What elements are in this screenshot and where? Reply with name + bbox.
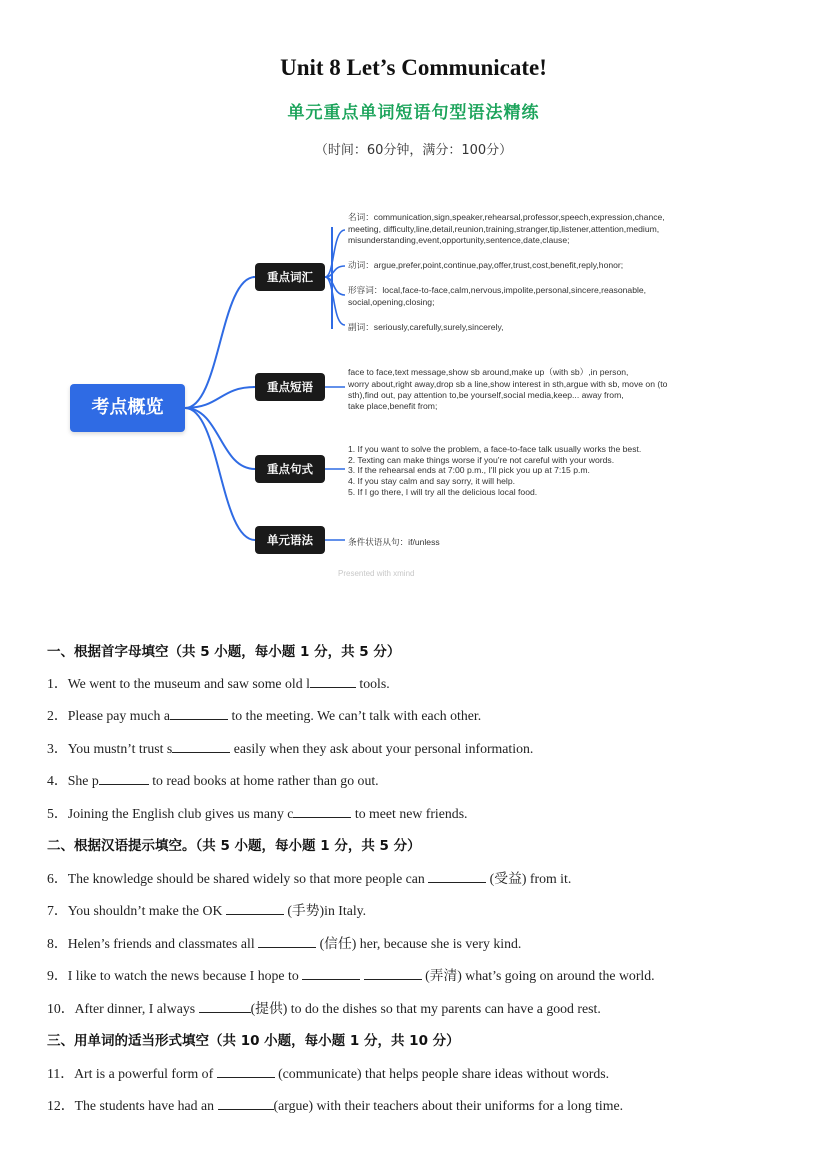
grammar-line: 条件状语从句：if/unless	[348, 537, 440, 547]
phrases-line-2: worry about,right away,drop sb a line,show interest in sth,argue with sb, move on (to	[348, 379, 668, 389]
answer-blank[interactable]	[172, 740, 230, 753]
section-heading-3: 三、用单词的适当形式填空（共 10 小题，每小题 1 分，共 10 分）	[47, 1033, 460, 1049]
question-9: 9．I like to watch the news because I hope to (弄清) what’s going on around the world.	[47, 968, 655, 983]
question-5: 5．Joining the English club gives us many c to meet new friends.	[47, 806, 468, 821]
document-subtitle: 单元重点单词短语句型语法精练	[287, 103, 540, 123]
branch-node-vocabulary: 重点词汇	[255, 263, 325, 291]
mind-map-root-node: 考点概览	[70, 384, 185, 432]
section-heading-1: 一、根据首字母填空（共 5 小题，每小题 1 分，共 5 分）	[47, 644, 401, 660]
vocab-nouns-line-1: 名词：communication,sign,speaker,rehearsal,professor,speech,expression,chance,	[348, 212, 665, 222]
sentence-line-3: 3. If the rehearsal ends at 7:00 p.m., I'll pick you up at 7:15 p.m.	[348, 465, 590, 475]
sentence-line-4: 4. If you stay calm and say sorry, it will help.	[348, 476, 516, 486]
vocab-adjectives-line-2: social,opening,closing;	[348, 297, 435, 307]
answer-blank[interactable]	[99, 772, 149, 785]
answer-blank[interactable]	[226, 902, 284, 915]
mind-map	[60, 195, 720, 590]
answer-blank[interactable]	[310, 675, 356, 688]
sentence-line-1: 1. If you want to solve the problem, a face-to-face talk usually works the best.	[348, 444, 642, 454]
question-10: 10．After dinner, I always (提供) to do the dishes so that my parents can have a good rest.	[47, 1001, 601, 1016]
branch-node-phrases: 重点短语	[255, 373, 325, 401]
question-6: 6．The knowledge should be shared widely so that more people can (受益) from it.	[47, 871, 572, 886]
answer-blank[interactable]	[428, 870, 486, 883]
answer-blank[interactable]	[170, 707, 228, 720]
document-title: Unit 8 Let’s Communicate!	[280, 55, 547, 80]
vocab-adverbs-line: 副词：seriously,carefully,surely,sincerely,	[348, 322, 504, 332]
phrases-line-4: take place,benefit from;	[348, 401, 438, 411]
question-7: 7．You shouldn’t make the OK (手势)in Italy.	[47, 903, 367, 918]
question-11: 11．Art is a powerful form of (communicate) that helps people share ideas without words.	[47, 1066, 610, 1081]
phrases-line-3: sth),find out, pay attention to,be yourself,social media,keep... away from,	[348, 390, 624, 400]
vocab-verbs-line: 动词：argue,prefer,point,continue,pay,offer,trust,cost,benefit,reply,honor;	[348, 260, 624, 270]
answer-blank[interactable]	[293, 805, 351, 818]
answer-blank[interactable]	[302, 967, 360, 980]
answer-blank[interactable]	[258, 935, 316, 948]
sentence-line-2: 2. Texting can make things worse if you're not careful with your words.	[348, 455, 615, 465]
question-2: 2．Please pay much a to the meeting. We can’t talk with each other.	[47, 708, 482, 723]
xmind-watermark: Presented with xmind	[338, 569, 415, 578]
branch-node-sentences: 重点句式	[255, 455, 325, 483]
answer-blank[interactable]	[199, 1000, 251, 1013]
question-3: 3．You mustn’t trust s easily when they ask about your personal information.	[47, 741, 534, 756]
time-score-info: （时间：60分钟，满分：100分）	[314, 143, 513, 158]
question-4: 4．She p to read books at home rather than go out.	[47, 773, 379, 788]
question-8: 8．Helen’s friends and classmates all (信任) her, because she is very kind.	[47, 936, 522, 951]
question-12: 12．The students have had an (argue) with their teachers about their uniforms for a long time.	[47, 1098, 624, 1113]
answer-blank[interactable]	[364, 967, 422, 980]
answer-blank[interactable]	[218, 1097, 274, 1110]
vocab-nouns-line-2: meeting, difficulty,line,detail,reunion,training,stranger,tip,listener,attention,medium,	[348, 224, 660, 234]
sentence-line-5: 5. If I go there, I will try all the delicious local food.	[348, 487, 538, 497]
answer-blank[interactable]	[217, 1065, 275, 1078]
section-heading-2: 二、根据汉语提示填空。（共 5 小题，每小题 1 分，共 5 分）	[47, 838, 421, 854]
phrases-line-1: face to face,text message,show sb around,make up（with sb）,in person,	[348, 367, 629, 377]
vocab-adjectives-line-1: 形容词：local,face-to-face,calm,nervous,impolite,personal,sincere,reasonable,	[348, 285, 647, 295]
vocab-nouns-line-3: misunderstanding,event,opportunity,sentence,date,clause;	[348, 235, 570, 245]
question-1: 1．We went to the museum and saw some old l tools.	[47, 676, 390, 691]
branch-node-grammar: 单元语法	[255, 526, 325, 554]
